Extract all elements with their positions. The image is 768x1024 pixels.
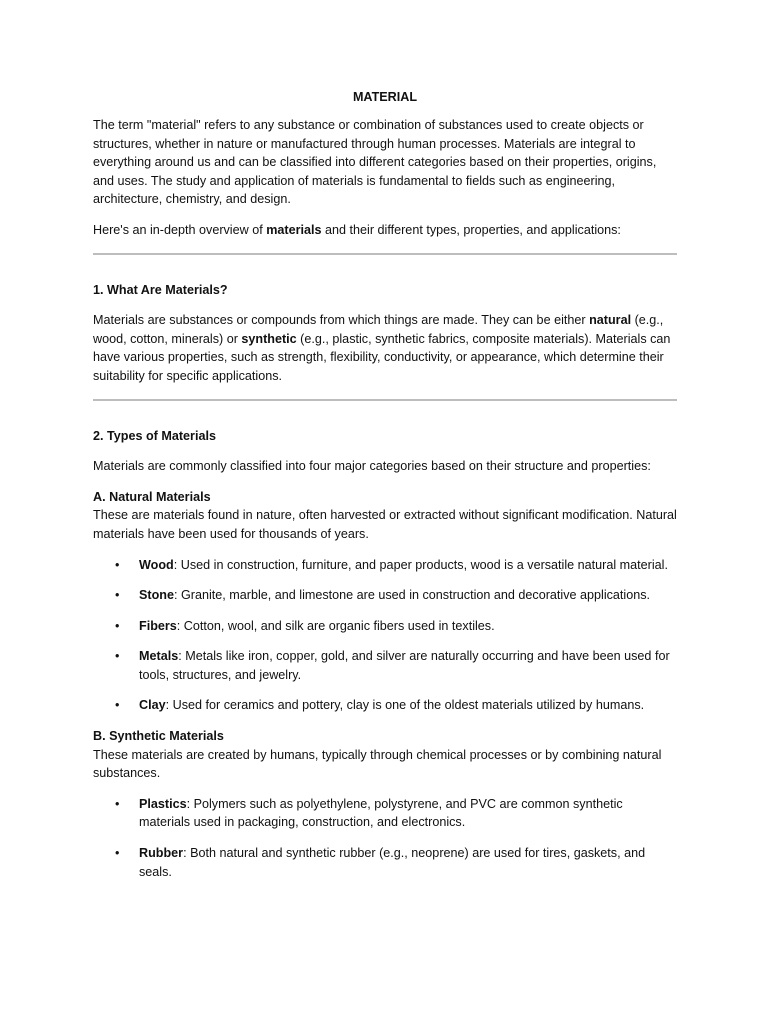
list-item-description: : Cotton, wool, and silk are organic fibers used in textiles.	[176, 618, 495, 633]
list-item-term: Clay	[139, 698, 166, 713]
natural-materials-intro: These are materials found in nature, often harvested or extracted without significant modification. Natural materials have been used for thousands of years.	[93, 508, 677, 541]
bullet-icon: •	[115, 588, 120, 603]
paragraph-text: (e.g., plastic, synthetic fabrics, composite materials). Materials can have various properties, such as strength, flexibility, conductivity, or appearance, which determine their suitability for specific applications.	[93, 331, 671, 383]
list-item	[93, 795, 677, 832]
list-item-description: : Both natural and synthetic rubber (e.g., neoprene) are used for tires, gaskets, and seals.	[139, 846, 646, 879]
list-item	[93, 617, 677, 636]
list-item	[93, 647, 677, 684]
bullet-icon: •	[115, 618, 120, 633]
list-item	[93, 556, 677, 575]
synthetic-materials-intro: These materials are created by humans, typically through chemical processes or by combining natural substances.	[93, 747, 662, 781]
horizontal-rule	[93, 399, 677, 401]
list-item-term: Stone	[139, 588, 174, 603]
bullet-icon: •	[115, 796, 120, 811]
overview-text-before: Here's an in-depth overview of	[93, 222, 267, 237]
bold-term-synthetic: synthetic	[241, 331, 297, 346]
types-intro-paragraph: Materials are commonly classified into four major categories based on their structure and properties:	[93, 459, 651, 474]
paragraph-text: (e.g., wood, cotton, minerals) or	[93, 313, 664, 346]
list-item-term: Metals	[139, 649, 179, 664]
list-item-description: : Used in construction, furniture, and paper products, wood is a versatile natural material.	[173, 557, 668, 572]
synthetic-materials-list	[93, 795, 677, 881]
section-heading-types-of-materials: 2. Types of Materials	[93, 428, 216, 443]
bold-term-natural: natural	[589, 313, 632, 328]
intro-paragraph: The term "material" refers to any substance or combination of substances used to create objects or structures, whether in nature or manufactured through human processes. Materials are integral to everything around us and can be classified into different categories based on their properties, origins, and uses. The study and application of materials is fundamental to fields such as engineering, architecture, chemistry, and design.	[93, 118, 657, 207]
what-are-materials-paragraph	[93, 311, 677, 385]
list-item-term: Plastics	[139, 796, 187, 811]
section-heading-what-are-materials: 1. What Are Materials?	[93, 282, 228, 297]
list-item-description: : Used for ceramics and pottery, clay is one of the oldest materials utilized by humans.	[165, 698, 645, 713]
overview-text-after: and their different types, properties, and applications:	[321, 222, 621, 237]
horizontal-rule	[93, 253, 677, 255]
document-page	[93, 88, 677, 893]
paragraph-text: Materials are substances or compounds from which things are made. They can be either	[93, 313, 590, 328]
list-item-term: Fibers	[139, 618, 177, 633]
subsection-heading-synthetic-materials: B. Synthetic Materials	[93, 729, 224, 744]
list-item-description: : Polymers such as polyethylene, polystyrene, and PVC are common synthetic materials used in packaging, construction, and electronics.	[139, 796, 623, 830]
list-item	[93, 844, 677, 881]
document-title: MATERIAL	[352, 90, 418, 104]
list-item-term: Wood	[139, 557, 174, 572]
overview-bold-term: materials	[266, 222, 322, 237]
list-item-term: Rubber	[139, 846, 184, 861]
list-item-description: : Metals like iron, copper, gold, and silver are naturally occurring and have been used for tools, structures, and jewelry.	[139, 649, 670, 682]
bullet-icon: •	[115, 698, 120, 713]
list-item	[93, 696, 677, 715]
bullet-icon: •	[115, 846, 120, 861]
overview-paragraph	[93, 221, 677, 240]
bullet-icon: •	[115, 649, 120, 664]
subsection-heading-natural-materials: A. Natural Materials	[93, 489, 211, 504]
list-item	[93, 586, 677, 605]
bullet-icon: •	[115, 557, 120, 572]
natural-materials-list	[93, 556, 677, 716]
list-item-description: : Granite, marble, and limestone are used in construction and decorative applications.	[173, 588, 651, 603]
